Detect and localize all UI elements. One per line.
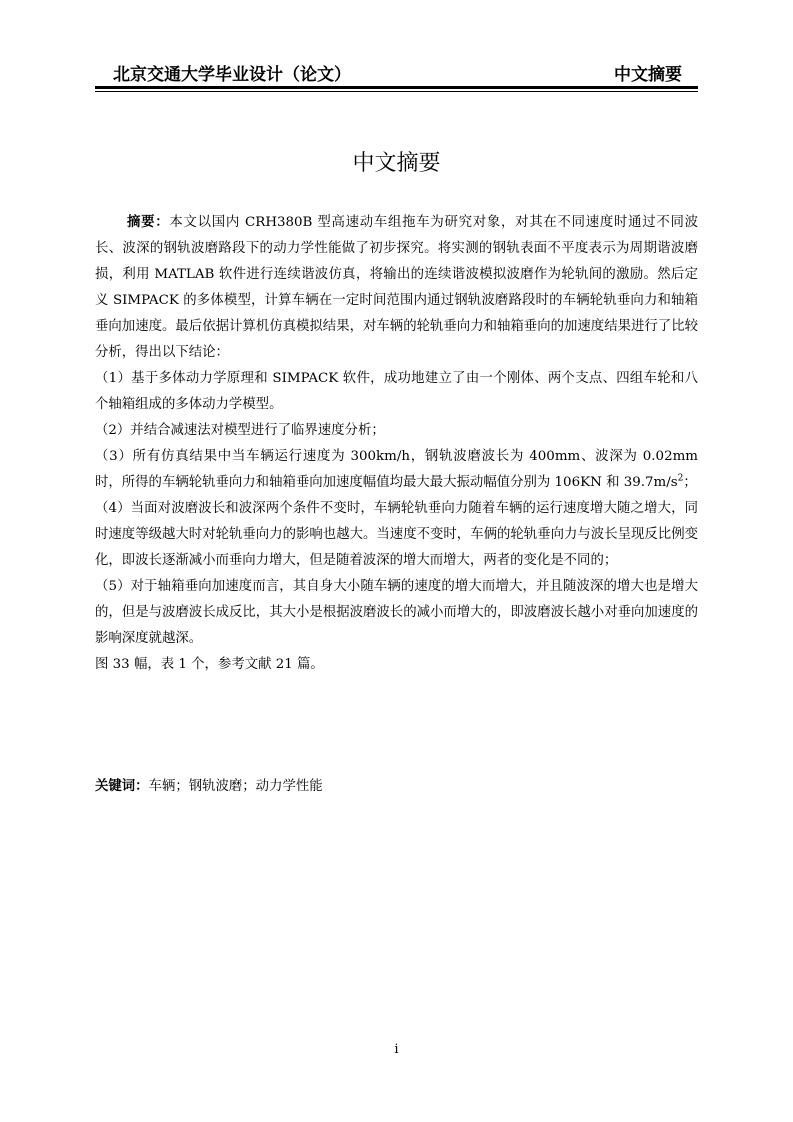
conclusion-item-3-tail: ； [683, 475, 697, 490]
keywords-label: 关键词： [95, 779, 149, 794]
abstract-paragraph [95, 210, 698, 366]
abstract-body [95, 210, 698, 678]
abstract-text: 本文以国内 CRH380B 型高速动车组拖车为研究对象，对其在不同速度时通过不同波长、波深的钢轨波磨路段下的动力学性能做了初步探究。将实测的钢轨表面不平度表示为周期谐波磨损，利用 MATLAB 软件进行连续谐波仿真，将输出的连续谐波模拟波磨作为轮轨间的激励。然后定义 SIMPACK 的多体模型，计算车辆在一定时间范围内通过钢轨波磨路段时的车辆轮轨垂向力和轴箱垂向加速度。最后依据计算机仿真模拟结果，对车辆的轮轨垂向力和轴箱垂向的加速度结果进行了比较分析，得出以下结论： [95, 215, 698, 360]
document-stats: 图 33 幅，表 1 个，参考文献 21 篇。 [95, 657, 324, 672]
conclusion-item-3 [95, 444, 698, 496]
header-rule-thick [95, 86, 698, 89]
page-header [95, 58, 698, 86]
keywords-text: 车辆；钢轨波磨；动力学性能 [148, 779, 323, 794]
superscript-2: 2 [677, 473, 684, 484]
abstract-label: 摘要： [127, 215, 170, 230]
page-number: i [394, 1042, 399, 1057]
header-thesis-title: 北京交通大学毕业设计（论文） [113, 65, 351, 85]
page-title: 中文摘要 [352, 151, 441, 176]
conclusion-item-5: （5）对于轴箱垂向加速度而言，其自身大小随车辆的速度的增大而增大，并且随波深的增大也是增大的，但是与波磨波长成反比，其大小是根据波磨波长的减小而增大的，即波磨波长越小对垂向加速度的影响深度就越深。 [95, 579, 698, 646]
conclusion-item-3-text: （3）所有仿真结果中当车辆运行速度为 300km/h，钢轨波磨波长为 400mm、波深为 0.02mm 时，所得的车辆轮轨垂向力和轴箱垂向加速度幅值均最大最大振动幅值分别为 106KN 和 39.7m/s [95, 449, 698, 490]
header-rule-thin [95, 91, 698, 92]
header-section-title: 中文摘要 [614, 65, 682, 85]
keywords-line [95, 774, 698, 800]
conclusion-item-2: （2）并结合减速法对模型进行了临界速度分析； [95, 423, 385, 438]
conclusion-item-1: （1）基于多体动力学原理和 SIMPACK 软件，成功地建立了由一个刚体、两个支点、四组车轮和八个轴箱组成的多体动力学模型。 [95, 371, 698, 412]
conclusion-item-4: （4）当面对波磨波长和波深两个条件不变时，车辆轮轨垂向力随着车辆的运行速度增大随之增大，同时速度等级越大时对轮轨垂向力的影响也越大。当速度不变时，车俩的轮轨垂向力与波长呈现反比例变化，即波长逐渐减小而垂向力增大，但是随着波深的增大而增大，两者的变化是不同的； [95, 501, 698, 568]
